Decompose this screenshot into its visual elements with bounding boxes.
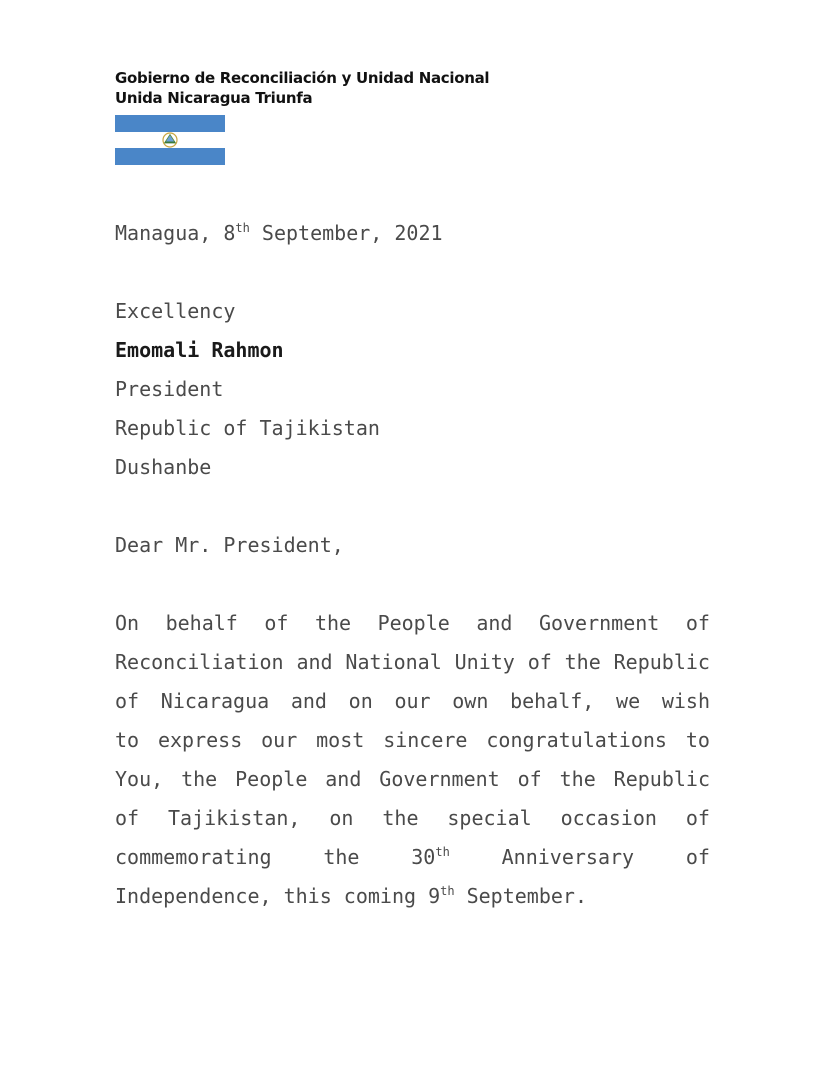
- body-paragraph: [115, 604, 710, 916]
- body-line: [115, 760, 710, 799]
- body-word: behalf: [165, 611, 238, 635]
- body-word: and: [476, 611, 513, 635]
- body-word: congratulations: [486, 728, 667, 752]
- body-word: to: [115, 728, 140, 752]
- body-word: of: [264, 611, 289, 635]
- body-line: [115, 643, 710, 682]
- body-word: to: [685, 728, 710, 752]
- body-word: and: [296, 650, 333, 674]
- body-word: express: [157, 728, 243, 752]
- body-word: wish: [661, 689, 710, 713]
- letterhead-government-name: Gobierno de Reconciliación y Unidad Nacional: [115, 69, 490, 87]
- body-line: [115, 721, 710, 760]
- body-word: Nicaragua: [160, 689, 270, 713]
- body-word: our: [394, 689, 431, 713]
- body-word: of: [115, 806, 140, 830]
- body-word: on: [329, 806, 354, 830]
- body-word: Republic: [613, 767, 710, 791]
- recipient-country: Republic of Tajikistan: [115, 416, 380, 440]
- body-word: Reconciliation: [115, 650, 284, 674]
- recipient-role: President: [115, 377, 224, 401]
- body-word: occasion: [560, 806, 657, 830]
- letterhead-motto: Unida Nicaragua Triunfa: [115, 89, 313, 107]
- body-word: behalf,: [510, 689, 595, 713]
- body-word: On: [115, 611, 140, 635]
- body-word: Government: [538, 611, 660, 635]
- body-line: [115, 799, 710, 838]
- body-word: National: [345, 650, 442, 674]
- body-word: of: [517, 767, 542, 791]
- body-word: You,: [115, 767, 164, 791]
- salutation-title: Excellency: [115, 299, 236, 323]
- body-word: Unity: [454, 650, 515, 674]
- body-word: of: [685, 806, 710, 830]
- body-word: and: [290, 689, 327, 713]
- body-word: of: [527, 650, 552, 674]
- body-word: on: [348, 689, 373, 713]
- body-word: our: [261, 728, 298, 752]
- body-word: People: [235, 767, 308, 791]
- recipient-name: Emomali Rahmon: [115, 338, 284, 362]
- body-word: special: [447, 806, 532, 830]
- letter-body: [115, 214, 710, 916]
- body-line: [115, 604, 710, 643]
- body-word: sincere: [383, 728, 468, 752]
- body-word: the: [314, 611, 352, 635]
- body-word: most: [316, 728, 365, 752]
- body-word: the: [382, 806, 419, 830]
- greeting: Dear Mr. President,: [115, 533, 344, 557]
- recipient-city: Dushanbe: [115, 455, 212, 479]
- body-line: Independence, this coming 9th September.: [115, 884, 588, 908]
- body-word: Republic: [613, 650, 710, 674]
- body-line: commemorating the 30th Anniversary of: [115, 845, 710, 869]
- body-word: of: [685, 611, 710, 635]
- body-word: own: [452, 689, 489, 713]
- body-line: [115, 682, 710, 721]
- letterhead: [115, 68, 489, 108]
- body-word: People: [377, 611, 450, 635]
- body-word: and: [325, 767, 362, 791]
- body-word: the: [559, 767, 596, 791]
- body-word: the: [181, 767, 218, 791]
- body-word: of: [115, 689, 140, 713]
- body-word: the: [564, 650, 601, 674]
- body-word: Tajikistan,: [168, 806, 301, 830]
- nicaragua-flag-icon: [115, 115, 225, 165]
- body-word: we: [616, 689, 641, 713]
- letter-date: Managua, 8th September, 2021: [115, 221, 443, 245]
- body-word: Government: [379, 767, 500, 791]
